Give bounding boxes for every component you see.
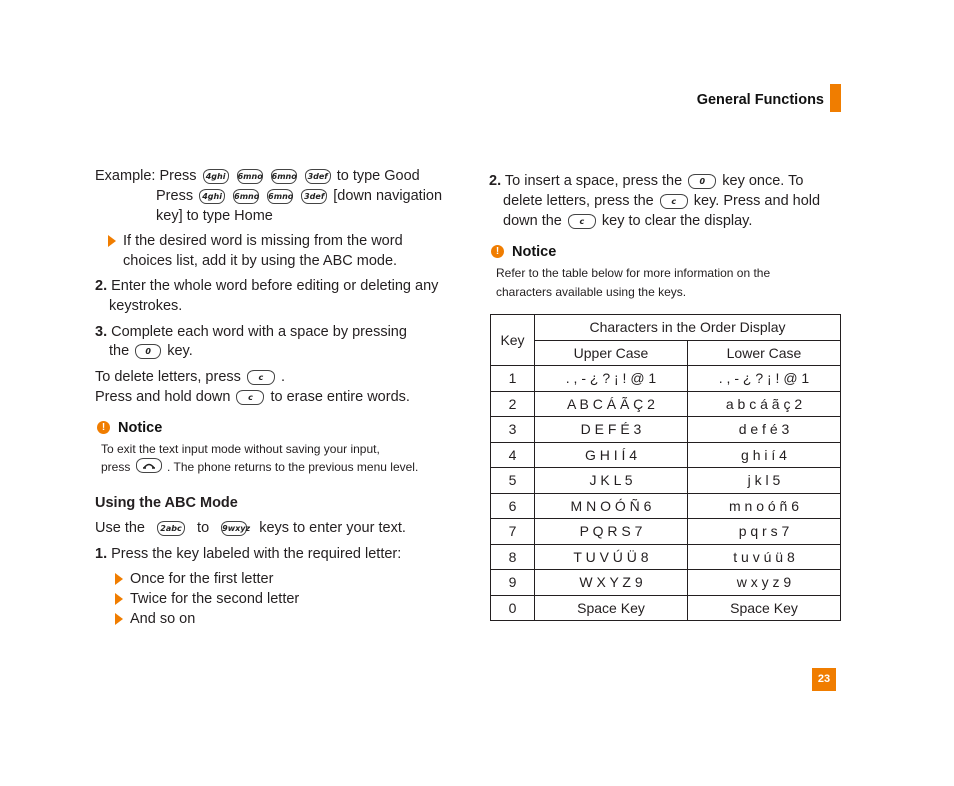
key-9-icon: 9wxyz bbox=[221, 521, 247, 536]
sub-bullet-text: And so on bbox=[130, 611, 196, 627]
arrow-bullet-icon bbox=[115, 573, 123, 585]
delete-text: . bbox=[280, 369, 285, 385]
cell-upper: A B C Á Ã Ç 2 bbox=[535, 391, 688, 417]
table-row bbox=[491, 417, 841, 443]
cell-key: 6 bbox=[491, 493, 535, 519]
key-4-icon: 4ghi bbox=[203, 169, 229, 184]
step-text: delete letters, press the bbox=[503, 193, 654, 209]
page-number: 23 bbox=[812, 668, 836, 691]
cell-key: 5 bbox=[491, 468, 535, 494]
key-clear-icon: c bbox=[660, 194, 688, 209]
arrow-bullet-icon bbox=[115, 613, 123, 625]
key-6-icon: 6mno bbox=[237, 169, 263, 184]
step-number: 2. bbox=[95, 278, 108, 294]
table-row bbox=[491, 493, 841, 519]
header-key: Key bbox=[491, 315, 535, 366]
table-row bbox=[491, 544, 841, 570]
step-text: the bbox=[109, 343, 130, 359]
example2-continuation: key] to type Home bbox=[156, 208, 273, 224]
cell-lower: a b c á ã ç 2 bbox=[688, 391, 841, 417]
cell-key: 7 bbox=[491, 519, 535, 545]
key-0-space-icon: 0 bbox=[135, 344, 161, 359]
sub-bullet-1 bbox=[115, 569, 273, 589]
end-call-key-icon bbox=[136, 458, 162, 478]
example-line-2 bbox=[156, 186, 442, 206]
cell-lower: g h i í 4 bbox=[688, 442, 841, 468]
example-label: Example: Press bbox=[95, 168, 197, 184]
table-row bbox=[491, 595, 841, 621]
key-clear-icon: c bbox=[568, 214, 596, 229]
notice-title: Notice bbox=[512, 244, 557, 260]
notice-right bbox=[491, 243, 556, 261]
cell-upper: G H I Í 4 bbox=[535, 442, 688, 468]
delete-text: To delete letters, press bbox=[95, 369, 241, 385]
table-row bbox=[491, 442, 841, 468]
example2-label: Press bbox=[156, 188, 194, 204]
example2-suffix: [down navigation bbox=[333, 188, 443, 204]
step-2-right-line-3 bbox=[503, 211, 752, 231]
step-2-left bbox=[95, 276, 438, 296]
section-title: General Functions bbox=[696, 92, 824, 108]
cell-upper: D E F É 3 bbox=[535, 417, 688, 443]
step-text: key once. To bbox=[722, 173, 804, 189]
cell-upper: W X Y Z 9 bbox=[535, 570, 688, 596]
step-number: 1. bbox=[95, 546, 108, 562]
step-text: Press the key labeled with the required letter: bbox=[111, 546, 402, 562]
sub-bullet-2 bbox=[115, 589, 299, 609]
example-line-1 bbox=[95, 166, 420, 186]
cell-key: 9 bbox=[491, 570, 535, 596]
section-accent-bar bbox=[830, 84, 841, 112]
notice-right-line-2: characters available using the keys. bbox=[496, 285, 687, 299]
step-text: key. Press and hold bbox=[693, 193, 821, 209]
key-0-space-icon: 0 bbox=[688, 174, 716, 189]
use-keys-line bbox=[95, 518, 406, 538]
cell-key: 8 bbox=[491, 544, 535, 570]
sub-bullet-3 bbox=[115, 609, 195, 629]
header-upper-case: Upper Case bbox=[535, 340, 688, 366]
cell-upper: . , - ¿ ? ¡ ! @ 1 bbox=[535, 366, 688, 392]
delete-text: to erase entire words. bbox=[270, 389, 410, 405]
notice-right-line-1: Refer to the table below for more information on the bbox=[496, 266, 771, 280]
exclamation-icon: ! bbox=[97, 421, 110, 434]
cell-key: 0 bbox=[491, 595, 535, 621]
notice-title: Notice bbox=[118, 420, 163, 436]
step-2-right-line-2 bbox=[503, 191, 820, 211]
header-lower-case: Lower Case bbox=[688, 340, 841, 366]
cell-lower: . , - ¿ ? ¡ ! @ 1 bbox=[688, 366, 841, 392]
cell-lower: d e f é 3 bbox=[688, 417, 841, 443]
cell-lower: j k l 5 bbox=[688, 468, 841, 494]
step-text: To insert a space, press the bbox=[504, 173, 683, 189]
cell-key: 3 bbox=[491, 417, 535, 443]
exclamation-icon: ! bbox=[491, 245, 504, 258]
key-3-icon: 3def bbox=[305, 169, 331, 184]
delete-line-1 bbox=[95, 367, 285, 387]
key-4-icon: 4ghi bbox=[199, 189, 225, 204]
use-text: to bbox=[197, 520, 210, 536]
step-3-left-cont bbox=[109, 341, 193, 361]
cell-lower: m n o ó ñ 6 bbox=[688, 493, 841, 519]
use-text: Use the bbox=[95, 520, 145, 536]
arrow-bullet-icon bbox=[115, 593, 123, 605]
key-2-icon: 2abc bbox=[157, 521, 185, 536]
cell-upper: P Q R S 7 bbox=[535, 519, 688, 545]
key-3-icon: 3def bbox=[301, 189, 327, 204]
abc-mode-heading: Using the ABC Mode bbox=[95, 495, 238, 511]
cell-key: 1 bbox=[491, 366, 535, 392]
cell-lower: w x y z 9 bbox=[688, 570, 841, 596]
step-text: Enter the whole word before editing or deleting any bbox=[111, 278, 439, 294]
cell-upper: Space Key bbox=[535, 595, 688, 621]
delete-line-2 bbox=[95, 387, 410, 407]
cell-upper: J K L 5 bbox=[535, 468, 688, 494]
table-row bbox=[491, 391, 841, 417]
notice-left bbox=[97, 419, 162, 437]
step-text: down the bbox=[503, 213, 562, 229]
delete-text: Press and hold down bbox=[95, 389, 231, 405]
step-1-left bbox=[95, 544, 401, 564]
bullet-missing-word bbox=[108, 231, 403, 251]
character-table bbox=[490, 314, 841, 621]
key-6-icon: 6mno bbox=[271, 169, 297, 184]
step-3-left bbox=[95, 322, 407, 342]
notice-text: press bbox=[101, 460, 131, 475]
key-clear-icon: c bbox=[247, 370, 275, 385]
cell-key: 4 bbox=[491, 442, 535, 468]
cell-upper: M N O Ó Ñ 6 bbox=[535, 493, 688, 519]
step-text: Complete each word with a space by pressing bbox=[111, 324, 407, 340]
bullet-text: If the desired word is missing from the word bbox=[123, 233, 403, 249]
arrow-bullet-icon bbox=[108, 235, 116, 247]
cell-lower: t u v ú ü 8 bbox=[688, 544, 841, 570]
table-row bbox=[491, 570, 841, 596]
cell-key: 2 bbox=[491, 391, 535, 417]
key-clear-icon: c bbox=[236, 390, 264, 405]
cell-upper: T U V Ú Ü 8 bbox=[535, 544, 688, 570]
step-2-left-cont: keystrokes. bbox=[109, 298, 183, 314]
notice-left-line-2 bbox=[101, 458, 418, 478]
table-row bbox=[491, 366, 841, 392]
sub-bullet-text: Once for the first letter bbox=[130, 571, 274, 587]
step-number: 2. bbox=[489, 173, 502, 189]
table-row bbox=[491, 468, 841, 494]
step-number: 3. bbox=[95, 324, 108, 340]
use-text: keys to enter your text. bbox=[259, 520, 406, 536]
notice-left-line-1: To exit the text input mode without saving your input, bbox=[101, 442, 380, 456]
notice-text: . The phone returns to the previous menu level. bbox=[167, 460, 419, 475]
step-text: key to clear the display. bbox=[601, 213, 753, 229]
cell-lower: Space Key bbox=[688, 595, 841, 621]
key-6-icon: 6mno bbox=[267, 189, 293, 204]
table-header-row bbox=[491, 315, 841, 341]
step-2-right bbox=[489, 171, 803, 191]
table-row bbox=[491, 519, 841, 545]
bullet-missing-word-cont: choices list, add it by using the ABC mode. bbox=[123, 253, 398, 269]
header-characters: Characters in the Order Display bbox=[535, 315, 841, 341]
sub-bullet-text: Twice for the second letter bbox=[130, 591, 300, 607]
table-subheader-row bbox=[491, 340, 841, 366]
step-text: key. bbox=[167, 343, 193, 359]
key-6-icon: 6mno bbox=[233, 189, 259, 204]
example1-suffix: to type Good bbox=[336, 168, 420, 184]
cell-lower: p q r s 7 bbox=[688, 519, 841, 545]
